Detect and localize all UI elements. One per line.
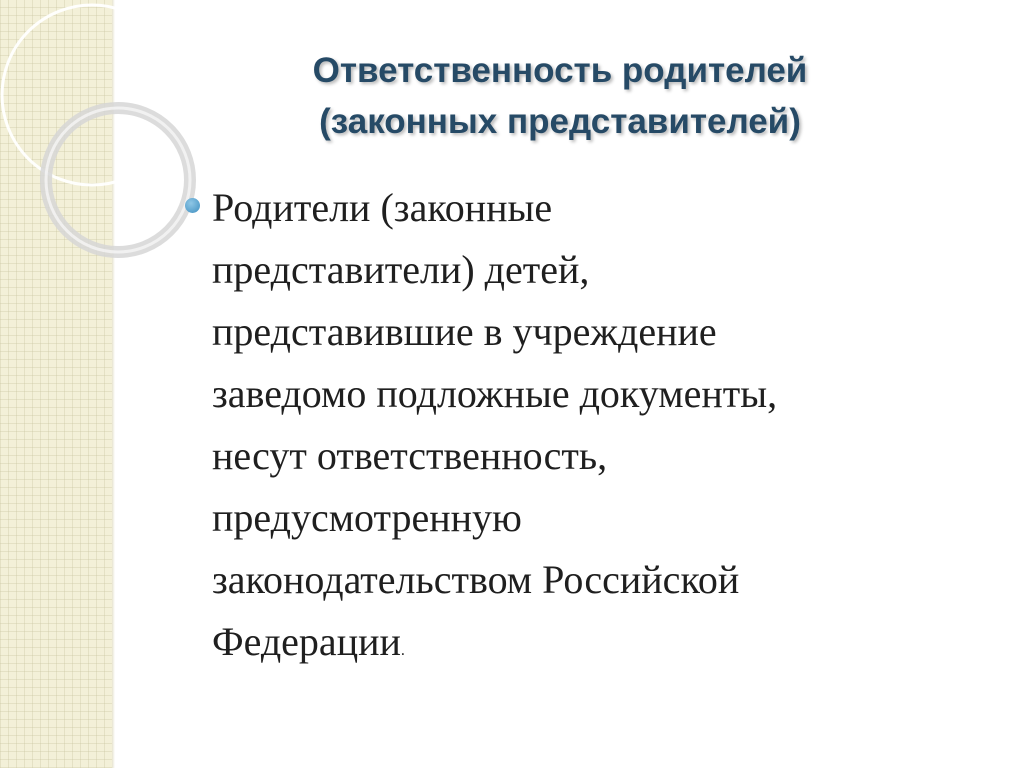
title-line-2: (законных представителей) bbox=[319, 101, 801, 141]
bullet-line-5: несут ответственность, bbox=[212, 433, 608, 478]
bullet-line-7: законодательством Российской bbox=[212, 557, 740, 602]
title-line-1: Ответственность родителей bbox=[312, 51, 808, 90]
side-panel-divider bbox=[112, 0, 115, 768]
bullet-item bbox=[185, 177, 975, 682]
bullet-line-6: предусмотренную bbox=[212, 495, 522, 540]
bullet-line-8-text: Федерации bbox=[212, 619, 401, 664]
bullet-line-4: заведомо подложные документы, bbox=[212, 371, 778, 416]
bullet-line-2: представители) детей, bbox=[212, 247, 590, 292]
bullet-line-1: Родители (законные bbox=[212, 185, 553, 230]
decorative-side-panel bbox=[0, 0, 112, 768]
trailing-period: . bbox=[400, 642, 405, 659]
bullet-line-8 bbox=[212, 611, 975, 682]
slide-title bbox=[180, 46, 940, 148]
bullet-list bbox=[185, 177, 975, 682]
bullet-line-3: представившие в учреждение bbox=[212, 309, 717, 354]
bullet-dot-icon bbox=[185, 198, 200, 213]
